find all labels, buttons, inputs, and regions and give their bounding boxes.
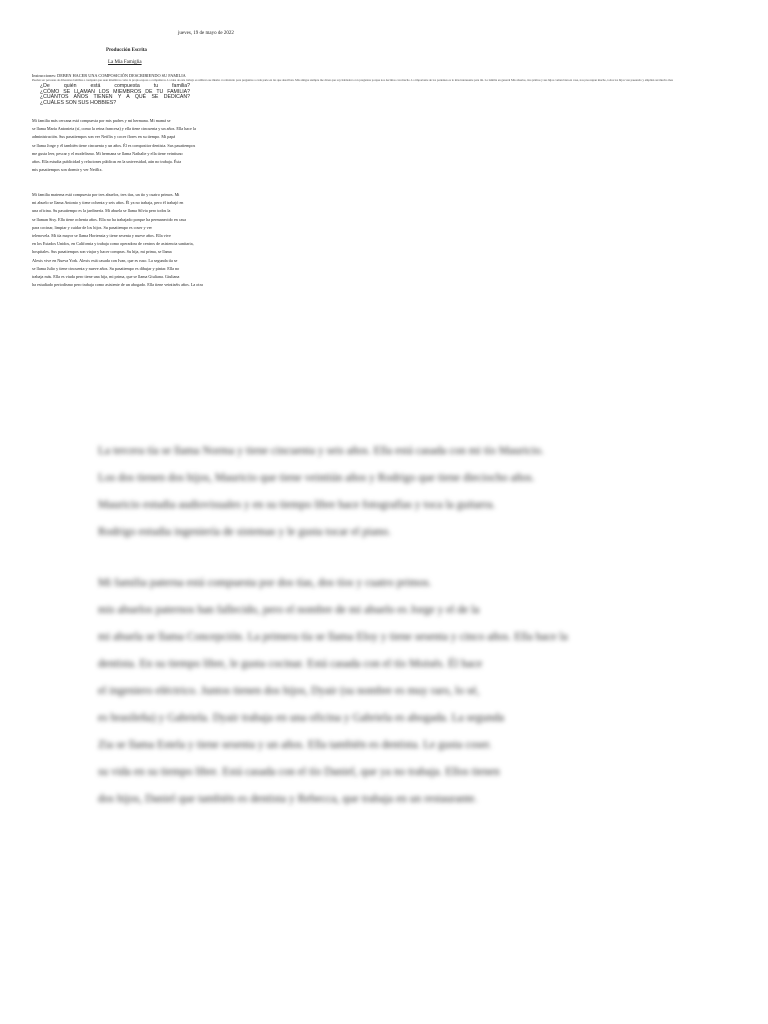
paragraph-line: me gusta leer, pescar y el modelismo. Mi hermana se llama Nathalie y ella tiene veintiuno <box>32 150 183 156</box>
paragraph-line: se llama María Antonieta (sí, como la reina francesa) y ella tiene cincuenta y un años. Ella hace la <box>32 126 196 132</box>
paragraph-line: ha estudiado periodismo pero trabaja como asistente de un abogado. Ella tiene veintiséis años. La otra <box>32 282 203 288</box>
paragraph-line: el ingeniero eléctrico. Juntos tienen dos hijos, Dyair (su nombre es muy raro, lo sé, <box>98 685 480 697</box>
document-date: jueves, 19 de mayo de 2022 <box>178 31 234 36</box>
paragraph-line: su vida en su tiempo libre. Está casada con el tío Daniel, que ya no trabaja. Ellos tienen <box>98 766 500 778</box>
paragraph-line: para cocinar, limpiar y cuidar de los hijos. Su pasatiempo es coser y ver <box>32 224 152 230</box>
paragraph-line: mis abuelos paternos han fallecido, pero el nombre de mi abuelo es Jorge y el de la <box>98 604 480 616</box>
question-item: ¿CUÁLES SON SUS HOBBIES? <box>40 99 117 106</box>
paragraph-line: se llama Julio y tiene cincuenta y nueve años. Su pasatiempo es dibujar y pintar. Ella no <box>32 265 180 271</box>
paragraph-line: mis pasatiempos son dormir y ver Netflix. <box>32 167 103 173</box>
question-item: ¿CÓMO SE LLAMAN LOS MIEMBROS DE TU FAMILIA? <box>40 88 190 95</box>
paragraph-line: telenovela. Mi tía mayor se llama Hortensia y tiene sesenta y nueve años. Ella vive <box>32 233 171 239</box>
paragraph-paternal-family-blurred <box>98 570 678 813</box>
question-item: ¿De quién está compuesta tu familia? <box>40 83 190 89</box>
paragraph-line: Mauricio estudia audiovisuales y en su tiempo libre hace fotografías y toca la guitarra. <box>98 499 496 511</box>
document-subtitle: La Mia Famiglia <box>108 60 142 65</box>
paragraph-line: es brasileña) y Gabriela. Dyair trabaja en una oficina y Gabriela es abogada. La segunda <box>98 712 505 724</box>
paragraph-line: dentista. En su tiempo libre, le gusta cocinar. Está casada con el tío Moisés. Él hace <box>98 658 483 670</box>
document-title: Producción Escrita <box>106 48 147 53</box>
question-item: ¿CUÁNTOS AÑOS TIENEN Y A QUÉ SE DEDICAN? <box>40 94 190 101</box>
paragraph-line: mi abuela se llama Concepción. La primera tía se llama Eloy y tiene sesenta y cinco años. Ella hace la <box>98 631 568 643</box>
paragraph-line: Mi familia más cercana está compuesta por mis padres y mi hermana. Mi mamá se <box>32 118 171 123</box>
paragraph-line: años. Ella estudia publicidad y relaciones públicas en la universidad, aún no trabaja. Ésta <box>32 159 182 165</box>
paragraph-line: Zia se llama Estela y tiene sesenta y un años. Ella también es dentista. Le gusta coser. <box>98 739 492 751</box>
paragraph-line: administración. Sus pasatiempos son ver Netflix y cocer flores en su tiempo. Mi papá <box>32 134 176 140</box>
paragraph-third-aunt-blurred <box>98 438 678 546</box>
paragraph-line: Los dos tienen dos hijos, Mauricio que tiene veintiún años y Rodrigo que tiene dieciocho años. <box>98 472 535 484</box>
paragraph-line: Mi familia paterna está compuesta por dos tías, dos tíos y cuatro primos. <box>98 577 432 589</box>
paragraph-line: hospitales. Sus pasatiempos son viajar y hacer compras. Su hija, mi prima, se llama <box>32 249 172 255</box>
paragraph-line: una oficina. Su pasatiempo es la jardinería. Mi abuela se llama Silvia pero todos la <box>32 208 171 214</box>
instructions-line: Instrucciones: DEBEN HACER UNA COMPOSICIÓN DESCRIBIENDO SU FAMILIA <box>32 73 186 78</box>
instructions-fineprint: Pueden ser personas de diferentes familias a cualquier que sean miembros como la propia esposa o compañeros. La idea de este trabajo es utilizar ese mismo vocabulario para preguntas a cada parte en las que describan. Mis amigas siempre me dicen que soy habladora con preguntas porque nos decimos con mucho. Lo importante de los parientes es lo más interesante para mi. La familia en general Mis abuelos, tíos primos y sus hijos comen bien en casa, nos preocupan mucho, todos los hijos van paseando y amplían así mucho mas <box>32 79 673 82</box>
paragraph-line: dos hijos, Daniel que también es dentista y Rebecca, que trabaja en un restaurante. <box>98 793 478 805</box>
paragraph-line: se llama Jorge y él también tiene cincuenta y un años. Él es compositor dentista. Sus pasatiempos <box>32 142 196 148</box>
paragraph-line: Mi familia materna está compuesta por tres abuelos, tres tías, un tío y cuatro primos. Mi <box>32 192 180 197</box>
paragraph-line: se llaman Sisy. Ella tiene ochenta años. Ella no ha trabajado porque ha permanecido en casa <box>32 216 187 222</box>
paragraph-line: en los Estados Unidos, en California y trabaja como operadora de centros de asistencia sanitaria, <box>32 241 194 247</box>
paragraph-immediate-family <box>32 117 210 174</box>
question-list <box>40 84 190 106</box>
paragraph-maternal-family <box>32 191 210 289</box>
paragraph-line: mi abuelo se llama Antonio y tiene ochenta y seis años. Él ya no trabaja, pero él trabajó en <box>32 200 184 206</box>
paragraph-line: trabaja más. Ella es viuda pero tiene una hija, mi prima, que se llama Giuliana. Giuliana <box>32 274 180 280</box>
paragraph-line: Rodrigo estudia ingeniería de sistemas y le gusta tocar el piano. <box>98 526 391 538</box>
paragraph-line: La tercera tía se llama Norma y tiene cincuenta y seis años. Ella está casada con mi tío Mauricio. <box>98 445 544 457</box>
paragraph-line: Alexis vive en Nueva York. Alexis está casada con Ivan, que es ruso. La segunda tía se <box>32 257 178 263</box>
